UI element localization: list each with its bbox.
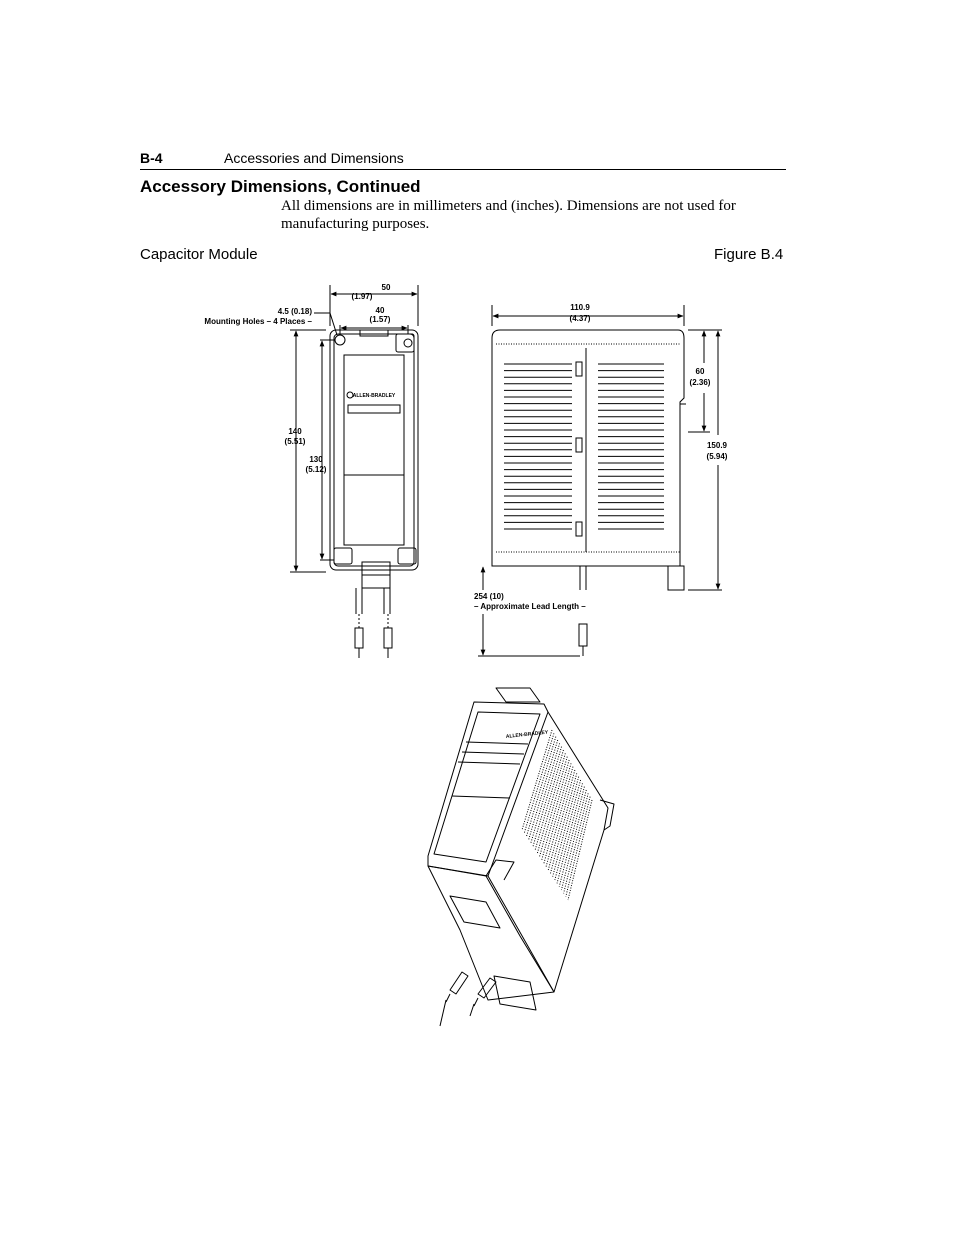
dim-width-holes-inches: (1.57)	[369, 315, 391, 324]
chapter-title: Accessories and Dimensions	[224, 150, 404, 166]
vent-slot	[524, 733, 554, 833]
front-brand-logo: ALLEN-BRADLEY	[352, 393, 396, 399]
isometric-brand-logo: ALLEN-BRADLEY	[505, 729, 549, 740]
vent-slot	[533, 747, 562, 847]
vent-slot	[535, 750, 563, 850]
isometric-view	[428, 688, 614, 1026]
dim-width-holes: 40	[375, 306, 385, 315]
dim-overall-height: 150.9	[706, 441, 728, 450]
dim-depth: 110.9	[570, 303, 590, 312]
dim-height-outer-inches: (5.51)	[284, 437, 306, 446]
vent-slot	[550, 773, 576, 873]
vent-slot	[546, 767, 573, 867]
dim-height-holes-inches: (5.12)	[305, 465, 327, 474]
dim-width-outer: 50	[381, 283, 391, 292]
vent-slot	[542, 760, 569, 860]
vent-slot	[522, 730, 552, 830]
vent-slot	[529, 740, 558, 840]
vent-slot	[537, 753, 565, 853]
side-view-louvres	[504, 364, 664, 529]
dim-hole-size: 4.5 (0.18)	[277, 307, 312, 316]
dim-height-holes: 130	[309, 455, 323, 464]
dim-height-outer: 140	[288, 427, 302, 436]
dim-lead-note: – Approximate Lead Length –	[474, 602, 586, 611]
figure-number: Figure B.4	[714, 246, 784, 263]
vent-slot	[531, 743, 560, 843]
dim-hole-note: Mounting Holes – 4 Places –	[204, 317, 312, 326]
dim-rail-height-inches: (2.36)	[689, 378, 711, 387]
section-title: Accessory Dimensions, Continued	[140, 177, 421, 196]
vent-slot	[544, 763, 571, 863]
figure-label: Capacitor Module	[140, 246, 258, 263]
vent-slot	[526, 737, 555, 837]
dim-lead-length: 254 (10)	[474, 592, 504, 601]
dim-width-outer-inches: (1.97)	[351, 292, 373, 301]
page-number: B-4	[140, 150, 163, 166]
section-intro: All dimensions are in millimeters and (inches). Dimensions are not used for manufacturing purposes.	[281, 198, 736, 232]
vent-slot	[553, 777, 579, 877]
dim-depth-inches: (4.37)	[569, 314, 591, 323]
dim-overall-height-inches: (5.94)	[706, 452, 728, 461]
dim-rail-height: 60	[695, 367, 705, 376]
vent-slot	[540, 757, 568, 857]
vent-slot	[548, 770, 575, 870]
